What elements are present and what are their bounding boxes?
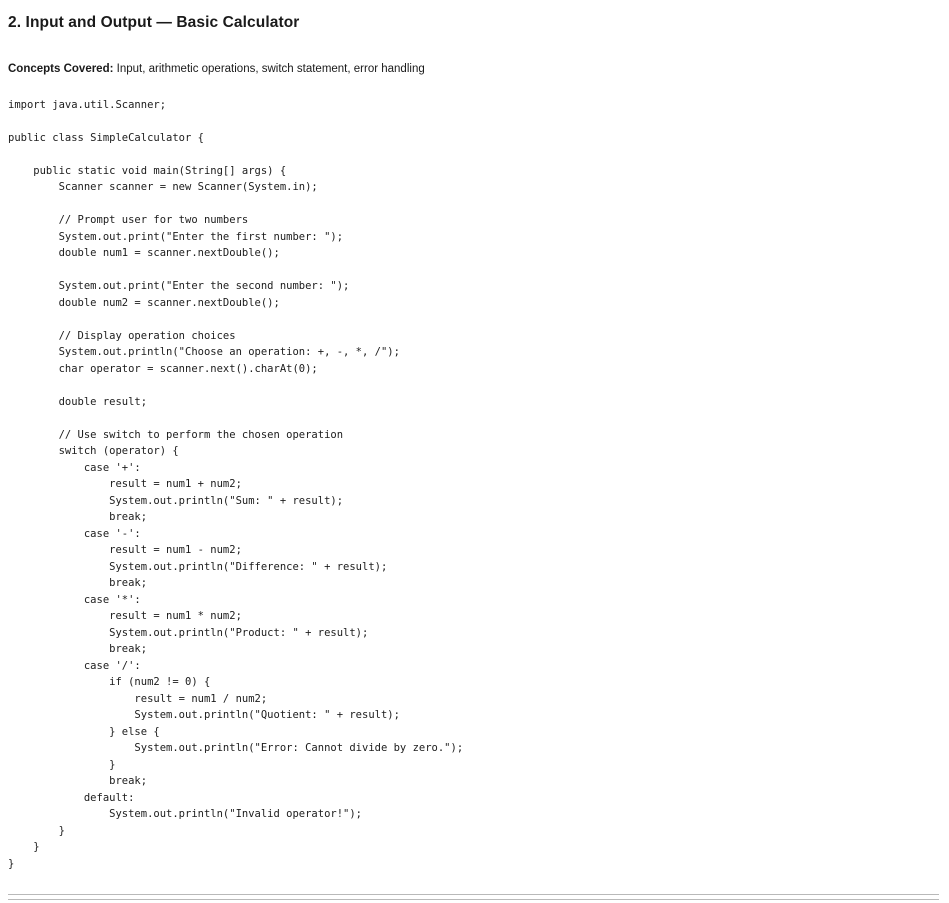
concepts-covered-label: Concepts Covered: (8, 63, 114, 75)
code-line: if (num2 != 0) { (8, 676, 211, 689)
concepts-covered-line (8, 62, 939, 77)
code-line: result = num1 * num2; (8, 610, 242, 623)
code-line (8, 410, 939, 427)
code-line: System.out.println("Difference: " + result); (8, 560, 388, 573)
code-line: System.out.println("Invalid operator!"); (8, 808, 363, 821)
concepts-covered-text: Input, arithmetic operations, switch statement, error handling (113, 63, 425, 75)
code-line: case '/': (8, 659, 141, 672)
code-line (8, 262, 939, 279)
code-line: char operator = scanner.next().charAt(0); (8, 362, 318, 375)
page-title: 2. Input and Output — Basic Calculator (8, 14, 300, 31)
code-line: System.out.print("Enter the second number: "); (8, 280, 350, 293)
code-line: Scanner scanner = new Scanner(System.in); (8, 181, 318, 194)
code-line: System.out.println("Product: " + result); (8, 626, 369, 639)
code-line: switch (operator) { (8, 445, 179, 458)
code-line: break; (8, 577, 148, 590)
code-line: public class SimpleCalculator { (8, 131, 204, 144)
code-line: System.out.println("Error: Cannot divide by zero."); (8, 742, 464, 755)
code-line: // Prompt user for two numbers (8, 214, 249, 227)
code-line: } (8, 841, 40, 854)
code-line: System.out.println("Sum: " + result); (8, 494, 344, 507)
code-line (8, 196, 939, 213)
code-line: import java.util.Scanner; (8, 98, 167, 111)
code-line: break; (8, 643, 148, 656)
code-line: double num1 = scanner.nextDouble(); (8, 247, 280, 260)
code-line: break; (8, 775, 148, 788)
code-line: case '+': (8, 461, 141, 474)
footer-rules (8, 894, 939, 900)
code-line: case '-': (8, 527, 141, 540)
code-line (8, 146, 939, 163)
code-line: case '*': (8, 593, 141, 606)
code-line: result = num1 + num2; (8, 478, 242, 491)
code-line: } (8, 857, 15, 870)
code-line: // Use switch to perform the chosen operation (8, 428, 344, 441)
code-line: public static void main(String[] args) { (8, 164, 287, 177)
code-line: } (8, 758, 116, 771)
code-line: // Display operation choices (8, 329, 236, 342)
code-line: } (8, 824, 65, 837)
code-line: result = num1 / num2; (8, 692, 268, 705)
code-line: default: (8, 791, 135, 804)
code-line: double result; (8, 395, 148, 408)
divider-bottom (8, 899, 939, 900)
code-line (8, 377, 939, 394)
code-block (8, 97, 939, 873)
code-line: System.out.println("Quotient: " + result); (8, 709, 400, 722)
code-line: } else { (8, 725, 160, 738)
code-line (8, 311, 939, 328)
code-line: break; (8, 511, 148, 524)
code-line: double num2 = scanner.nextDouble(); (8, 296, 280, 309)
code-line: System.out.print("Enter the first number: "); (8, 230, 344, 243)
code-line (8, 113, 939, 130)
divider-top (8, 894, 939, 895)
code-line: result = num1 - num2; (8, 544, 242, 557)
code-line: System.out.println("Choose an operation: +, -, *, /"); (8, 346, 400, 359)
